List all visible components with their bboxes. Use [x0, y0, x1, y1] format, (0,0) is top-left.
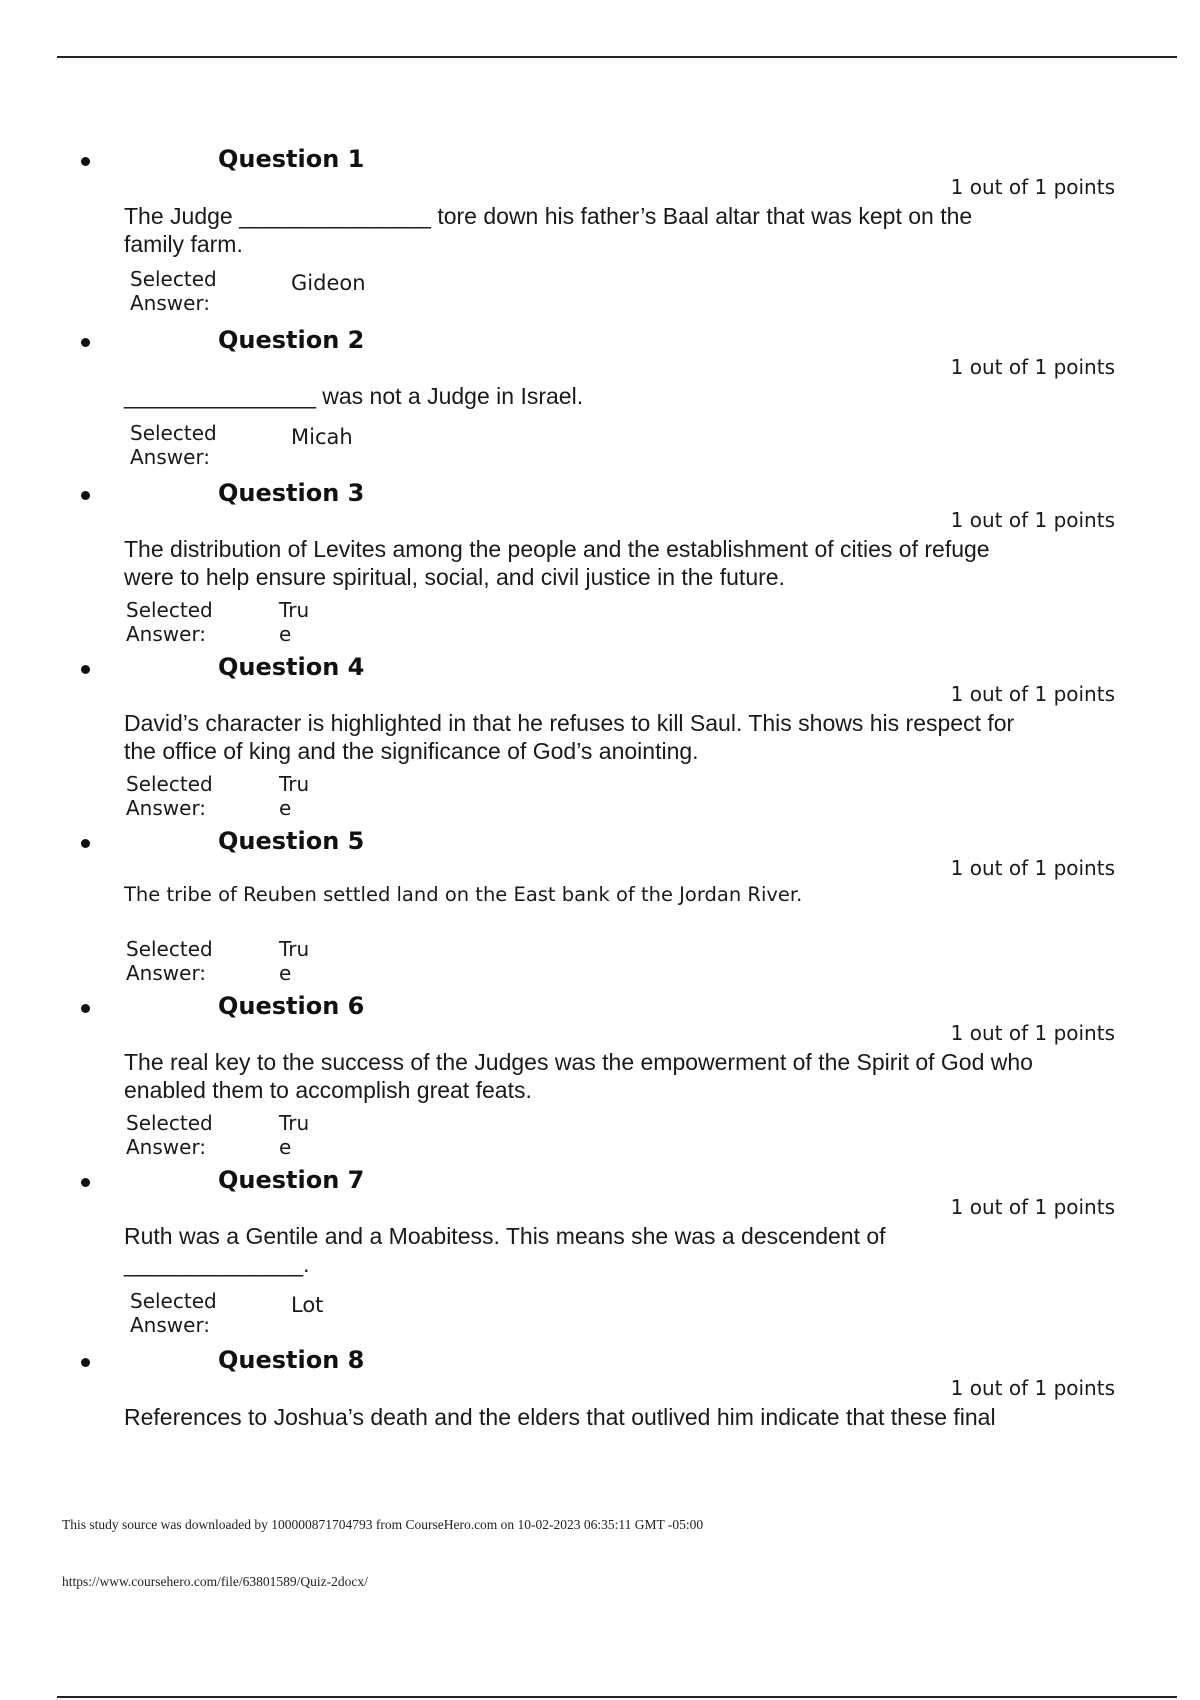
question-text: The tribe of Reuben settled land on the East bank of the Jordan River.: [124, 883, 803, 906]
selected-answer-label: Selected Answer:: [130, 1289, 217, 1337]
selected-answer-value: True: [279, 598, 310, 646]
selected-answer-value: True: [279, 1111, 310, 1159]
bullet-icon: [81, 1004, 90, 1013]
source-url[interactable]: https://www.coursehero.com/file/63801589/Quiz-2docx/: [62, 1574, 368, 1589]
question-points: 1 out of 1 points: [950, 175, 1115, 199]
download-notice: This study source was downloaded by 100000871704793 from CourseHero.com on 10-02-2023 06:35:11 GMT -05:00: [62, 1517, 704, 1532]
question-text: The real key to the success of the Judges was the empowerment of the Spirit of God who enabled them to accomplish great feats.: [124, 1049, 1033, 1103]
selected-answer-value: Gideon: [291, 271, 366, 295]
question-text: The distribution of Levites among the people and the establishment of cities of refuge were to help ensure spiritual, social, and civil justice in the future.: [124, 536, 990, 590]
selected-answer-label: Selected Answer:: [126, 937, 213, 985]
top-rule: [57, 56, 1177, 58]
bullet-icon: [81, 839, 90, 848]
question-title: Question 4: [218, 653, 365, 681]
selected-answer-label: Selected Answer:: [126, 772, 213, 820]
selected-answer-label: Selected Answer:: [130, 267, 217, 315]
bullet-icon: [81, 491, 90, 500]
question-title: Question 8: [218, 1346, 365, 1374]
selected-answer-label: Selected Answer:: [126, 598, 213, 646]
question-title: Question 3: [218, 479, 365, 507]
question-text: _______________ was not a Judge in Israel.: [124, 383, 584, 409]
question-points: 1 out of 1 points: [950, 856, 1115, 880]
selected-answer-value: Lot: [291, 1293, 324, 1317]
question-text: David’s character is highlighted in that he refuses to kill Saul. This shows his respect for the office of king and the significance of God’s anointing.: [124, 710, 1015, 764]
bottom-rule: [57, 1696, 1177, 1698]
question-text: Ruth was a Gentile and a Moabitess. This means she was a descendent of ______________.: [124, 1223, 886, 1277]
question-points: 1 out of 1 points: [950, 508, 1115, 532]
question-title: Question 7: [218, 1166, 365, 1194]
question-title: Question 2: [218, 326, 365, 354]
selected-answer-label: Selected Answer:: [126, 1111, 213, 1159]
question-points: 1 out of 1 points: [950, 1376, 1115, 1400]
bullet-icon: [81, 157, 90, 166]
bullet-icon: [81, 338, 90, 347]
question-text: References to Joshua’s death and the elders that outlived him indicate that these final: [124, 1404, 996, 1430]
question-title: Question 1: [218, 145, 365, 173]
question-points: 1 out of 1 points: [950, 355, 1115, 379]
bullet-icon: [81, 665, 90, 674]
selected-answer-value: Micah: [291, 425, 353, 449]
question-points: 1 out of 1 points: [950, 682, 1115, 706]
question-title: Question 5: [218, 827, 365, 855]
bullet-icon: [81, 1358, 90, 1367]
selected-answer-label: Selected Answer:: [130, 421, 217, 469]
selected-answer-value: True: [279, 772, 310, 820]
question-title: Question 6: [218, 992, 365, 1020]
question-text: The Judge _______________ tore down his father’s Baal altar that was kept on the family farm.: [124, 203, 973, 257]
bullet-icon: [81, 1178, 90, 1187]
selected-answer-value: True: [279, 937, 310, 985]
question-points: 1 out of 1 points: [950, 1021, 1115, 1045]
question-points: 1 out of 1 points: [950, 1195, 1115, 1219]
